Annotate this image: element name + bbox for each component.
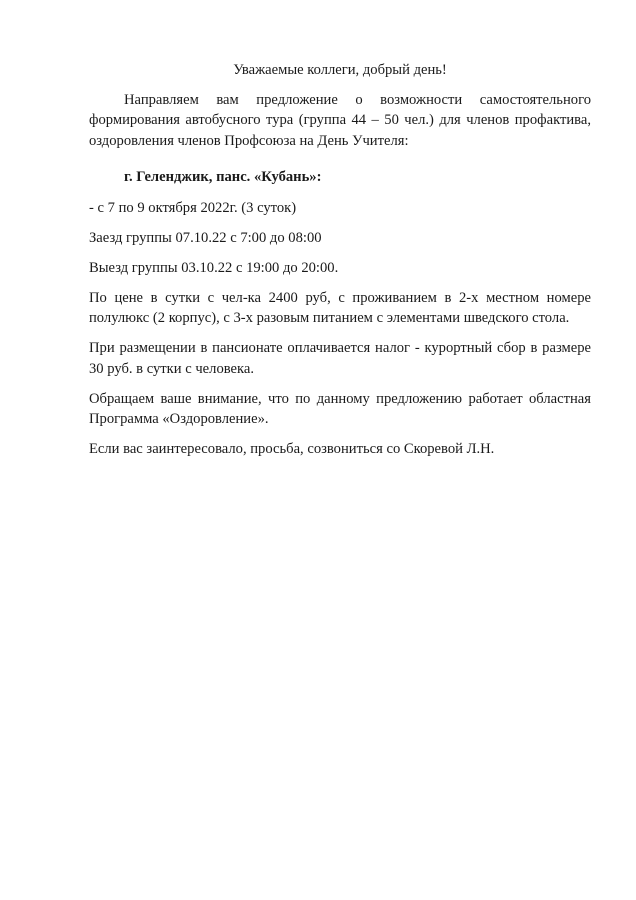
contact-paragraph: Если вас заинтересовало, просьба, созвониться со Скоревой Л.Н. — [89, 441, 495, 457]
location-heading: г. Геленджик, панс. «Кубань»: — [124, 169, 322, 185]
program-paragraph: Обращаем ваше внимание, что по данному предложению работает областная Программа «Оздоровление». — [89, 390, 591, 427]
greeting: Уважаемые коллеги, добрый день! — [233, 62, 447, 78]
intro-paragraph: Направляем вам предложение о возможности самостоятельного формирования автобусного тура (группа 44 – 50 чел.) для членов профактива, оздоровления членов Профсоюза на День Учителя: — [89, 91, 591, 149]
check-out-line: Выезд группы 03.10.22 с 19:00 до 20:00. — [89, 259, 339, 276]
dates-line: - с 7 по 9 октября 2022г. (3 суток) — [89, 199, 297, 216]
check-in-line: Заезд группы 07.10.22 с 7:00 до 08:00 — [89, 229, 322, 246]
letter-body — [89, 60, 591, 460]
tax-paragraph: При размещении в пансионате оплачивается налог - курортный сбор в размере 30 руб. в сутки с человека. — [89, 340, 591, 377]
price-paragraph: По цене в сутки с чел-ка 2400 руб, с проживанием в 2-х местном номере полулюкс (2 корпус), с 3-х разовым питанием с элементами шведского стола. — [89, 289, 591, 326]
